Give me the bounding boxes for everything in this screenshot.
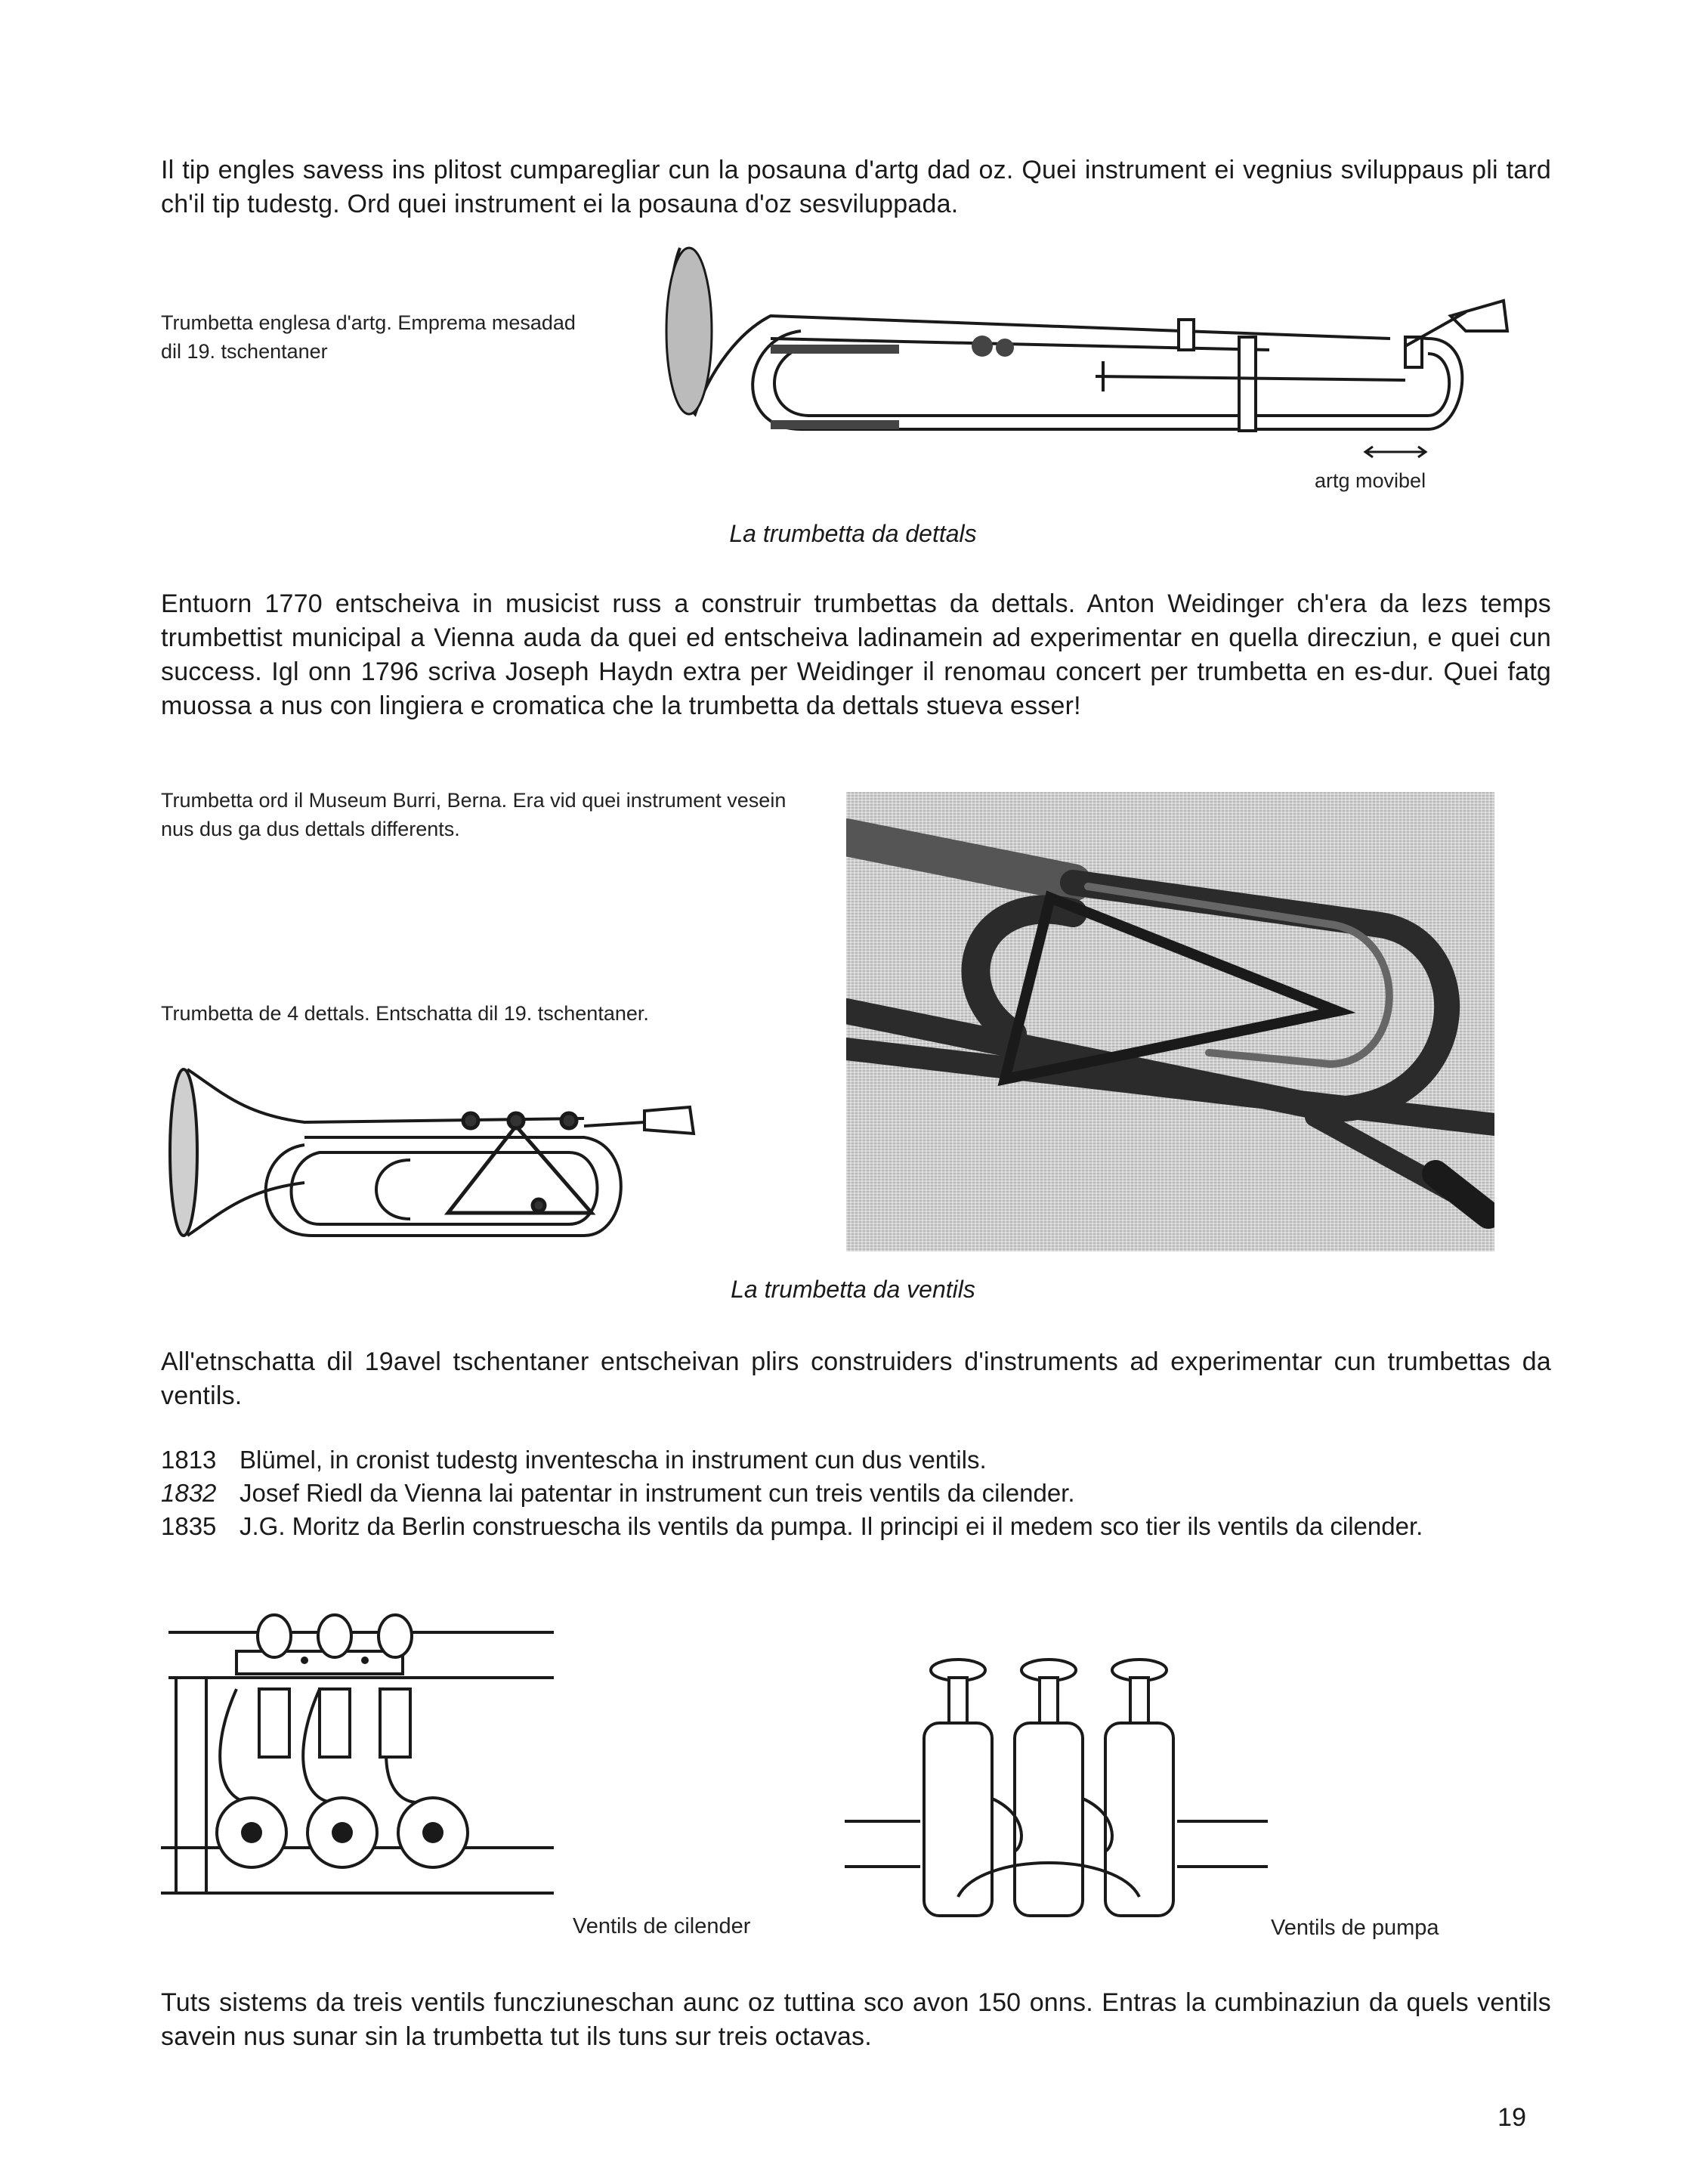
keyed-trumpet-paragraph: Entuorn 1770 entscheiva in musicist russ a construir trumbettas da dettals. Anton Weidinger ch'era da lezs temps trumbettist municipal a Vienna auda da quei ed entscheiva ladinamein ad experimentar en quella direcziun, e quei cun success. Igl onn 1796 scriva Joseph Haydn extra per Weidinger il renomau concert per trumbetta en es-dur. Quei fatg muossa a nus con lingiera e cromatica che la trumbetta da dettals stueva esser! bbox=[161, 589, 1551, 720]
rotary-valves-label: Ventils de cilender bbox=[573, 1914, 751, 1938]
history-row bbox=[161, 1510, 1551, 1543]
history-year: 1813 bbox=[161, 1446, 217, 1474]
rotary-valves-drawing bbox=[161, 1606, 561, 1908]
slide-trumpet-drawing bbox=[650, 240, 1526, 444]
closing-paragraph: Tuts sistems da treis ventils funcziuneschan aunc oz tuttina sco avon 150 onns. Entras la cumbinaziun da quels ventils savein nus sunar sin la trumbetta tut ils tuns sur treis octavas. bbox=[161, 1988, 1551, 2051]
history-year: 1835 bbox=[161, 1512, 217, 1540]
history-year: 1832 bbox=[161, 1479, 217, 1507]
section-title-valve-trumpet: La trumbetta da ventils bbox=[731, 1276, 975, 1303]
history-row bbox=[161, 1443, 1551, 1477]
valve-history-list bbox=[161, 1443, 1551, 1543]
history-text: Josef Riedl da Vienna lai patentar in instrument cun treis ventils da cilender. bbox=[240, 1479, 1075, 1507]
piston-valves-label: Ventils de pumpa bbox=[1271, 1916, 1439, 1940]
piston-valves-drawing bbox=[845, 1647, 1268, 1927]
intro-paragraph: Il tip engles savess ins plitost cumparegliar cun la posauna d'artg dad oz. Quei instrument ei vegnius sviluppaus pli tard ch'il tip tudestg. Ord quei instrument ei la posauna d'oz sesviluppada. bbox=[161, 156, 1551, 218]
history-text: J.G. Moritz da Berlin construescha ils ventils da pumpa. Il principi ei il medem sco tier ils ventils da cilender. bbox=[240, 1512, 1423, 1540]
history-text: Blümel, in cronist tudestg inventescha in instrument cun dus ventils. bbox=[240, 1446, 987, 1474]
museum-photo-caption: Trumbetta ord il Museum Burri, Berna. Era vid quei instrument vesein nus dus ga dus dettals differents. bbox=[161, 789, 787, 840]
history-row bbox=[161, 1477, 1551, 1510]
movable-slide-arrow bbox=[1361, 444, 1429, 459]
page-number: 19 bbox=[1497, 2103, 1526, 2132]
movable-slide-label: artg movibel bbox=[1315, 469, 1426, 492]
museum-trumpet-photo bbox=[846, 792, 1494, 1251]
four-key-trumpet-drawing bbox=[161, 1047, 720, 1251]
four-key-trumpet-caption: Trumbetta de 4 dettals. Entschatta dil 19. tschentaner. bbox=[161, 1002, 649, 1025]
slide-trumpet-caption: Trumbetta englesa d'artg. Emprema mesadad dil 19. tschentaner bbox=[161, 311, 576, 363]
section-title-keyed-trumpet: La trumbetta da dettals bbox=[729, 520, 977, 547]
valve-trumpet-paragraph: All'etnschatta dil 19avel tschentaner entscheivan plirs construiders d'instruments ad experimentar cun trumbettas da ventils. bbox=[161, 1347, 1551, 1410]
